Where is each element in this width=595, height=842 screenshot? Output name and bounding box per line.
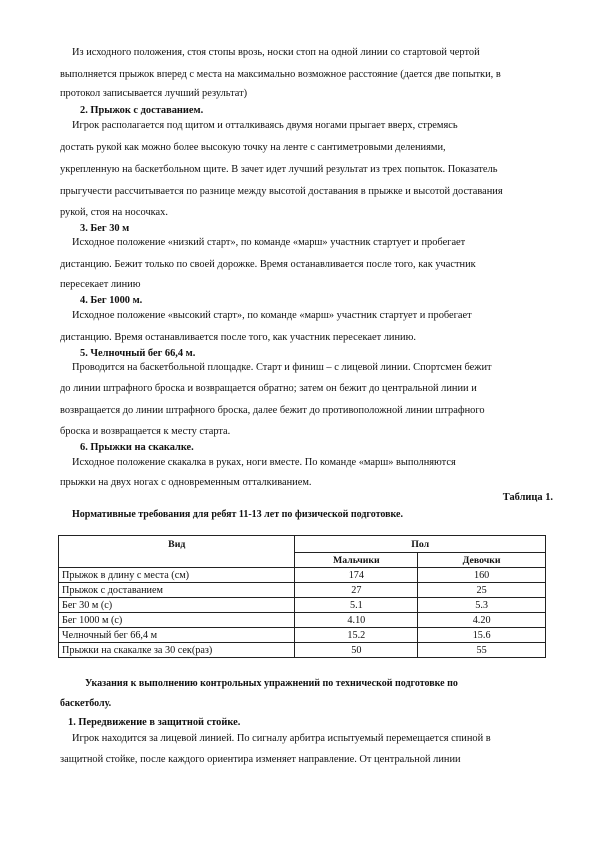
paragraph-line: достать рукой как можно более высокую точку на ленте с сантиметровыми делениями,: [60, 142, 446, 153]
column-header-kind: Вид: [59, 536, 295, 568]
paragraph-line: Игрок располагается под щитом и отталкиваясь двумя ногами прыгает вверх, стремясь: [72, 120, 458, 131]
paragraph-line: пересекает линию: [60, 279, 141, 290]
paragraph-line: дистанцию. Бежит только по своей дорожке. Время останавливается после того, как участник: [60, 259, 476, 270]
paragraph-line: дистанцию. Время останавливается после того, как участник пересекает линию.: [60, 332, 416, 343]
boys-value-cell: 15.2: [295, 628, 418, 643]
exercise-cell: Прыжок с доставанием: [59, 583, 295, 598]
paragraph-line: Исходное положение «низкий старт», по команде «марш» участник стартует и пробегает: [72, 237, 466, 248]
section-heading: 6. Прыжки на скакалке.: [80, 442, 194, 453]
section-heading: 1. Передвижение в защитной стойке.: [68, 717, 241, 728]
norms-table: [58, 535, 546, 658]
paragraph-line: до линии штрафного броска и возвращается обратно; затем он бежит до центральной линии и: [60, 383, 477, 394]
table-row: [59, 628, 546, 643]
exercise-cell: Прыжки на скакалке за 30 сек(раз): [59, 643, 295, 658]
table-label: Таблица 1.: [502, 492, 553, 503]
paragraph-line: выполняется прыжок вперед с места на максимально возможное расстояние (дается две попытки, в: [60, 69, 501, 80]
paragraph-line: броска и возвращается к месту старта.: [60, 426, 231, 437]
table-caption: Нормативные требования для ребят 11-13 лет по физической подготовке.: [72, 509, 403, 520]
girls-value-cell: 160: [418, 568, 546, 583]
paragraph-line: Исходное положение скакалка в руках, ноги вместе. По команде «марш» выполняются: [72, 457, 456, 468]
boys-value-cell: 174: [295, 568, 418, 583]
girls-value-cell: 5.3: [418, 598, 546, 613]
paragraph-line: возвращается до линии штрафного броска, далее бежит до противоположной линии штрафного: [60, 405, 485, 416]
paragraph-line: Из исходного положения, стоя стопы врозь, носки стоп на одной линии со стартовой чертой: [72, 47, 480, 58]
paragraph-line: Проводится на баскетбольной площадке. Старт и финиш – с лицевой линии. Спортсмен бежит: [72, 362, 492, 373]
paragraph-line: прыжки на двух ногах с одновременным отталкиванием.: [60, 477, 312, 488]
table-row: [59, 568, 546, 583]
paragraph-line: прыгучести рассчитывается по разнице между высотой доставания в прыжке и высотой доставания: [60, 186, 503, 197]
section-title: баскетболу.: [60, 698, 112, 709]
paragraph-line: протокол записывается лучший результат): [60, 88, 248, 99]
exercise-cell: Бег 1000 м (с): [59, 613, 295, 628]
column-header-boys: Мальчики: [295, 553, 418, 568]
boys-value-cell: 4.10: [295, 613, 418, 628]
girls-value-cell: 4.20: [418, 613, 546, 628]
section-heading: 3. Бег 30 м: [80, 223, 130, 234]
column-header-sex: Пол: [295, 536, 546, 553]
paragraph-line: Игрок находится за лицевой линией. По сигналу арбитра испытуемый перемещается спиной в: [72, 733, 491, 744]
paragraph-line: защитной стойке, после каждого ориентира изменяет направление. От центральной линии: [60, 754, 461, 765]
exercise-cell: Прыжок в длину с места (см): [59, 568, 295, 583]
table-row: [59, 613, 546, 628]
table-row: [59, 598, 546, 613]
girls-value-cell: 55: [418, 643, 546, 658]
table-row: [59, 643, 546, 658]
column-header-girls: Девочки: [418, 553, 546, 568]
girls-value-cell: 25: [418, 583, 546, 598]
paragraph-line: рукой, стоя на носочках.: [60, 207, 168, 218]
paragraph-line: укрепленную на баскетбольном щите. В зачет идет лучший результат из трех попыток. Показатель: [60, 164, 498, 175]
exercise-cell: Челночный бег 66,4 м: [59, 628, 295, 643]
paragraph-line: Исходное положение «высокий старт», по команде «марш» участник стартует и пробегает: [72, 310, 472, 321]
boys-value-cell: 27: [295, 583, 418, 598]
table-header-row: [59, 536, 546, 553]
exercise-cell: Бег 30 м (с): [59, 598, 295, 613]
section-heading: 5. Челночный бег 66,4 м.: [80, 348, 196, 359]
section-heading: 2. Прыжок с доставанием.: [80, 105, 204, 116]
table-row: [59, 583, 546, 598]
boys-value-cell: 50: [295, 643, 418, 658]
boys-value-cell: 5.1: [295, 598, 418, 613]
section-heading: 4. Бег 1000 м.: [80, 295, 143, 306]
section-title: Указания к выполнению контрольных упражнений по технической подготовке по: [85, 678, 458, 689]
girls-value-cell: 15.6: [418, 628, 546, 643]
